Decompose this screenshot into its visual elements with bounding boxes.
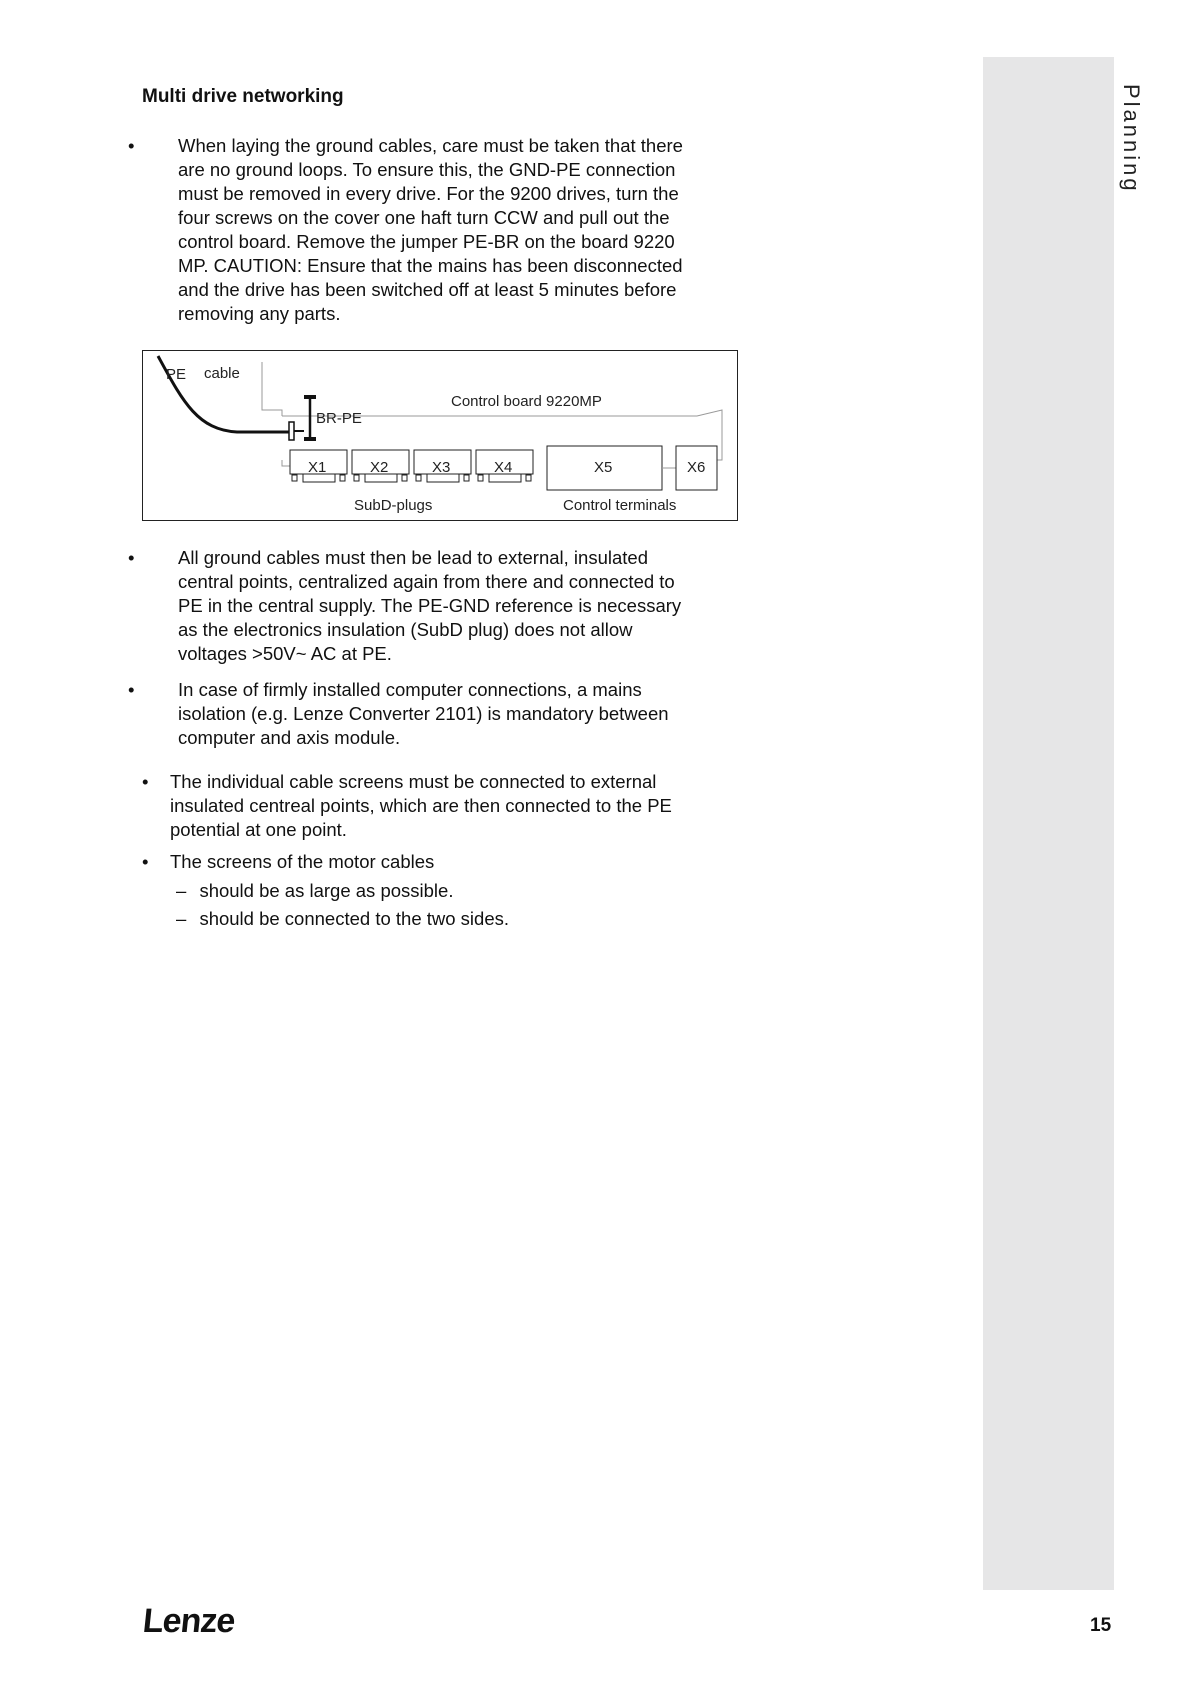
subd-x4 [476,450,533,482]
bullet-dot: • [128,135,135,156]
bullet-item [128,134,748,334]
subd-x2 [352,450,409,482]
x2-label: X2 [370,459,389,476]
bullet-dot: • [142,851,149,872]
dash-symbol: – [176,908,187,929]
bullet-dot: • [128,547,135,568]
x5-label: X5 [594,459,613,476]
cable-label: cable [204,365,240,382]
dash-symbol: – [176,880,187,901]
x3-label: X3 [432,459,451,476]
x4-label: X4 [494,459,513,476]
bullet-item [142,850,762,876]
x6-label: X6 [687,459,706,476]
bullet-dot: • [128,679,135,700]
bullet-text: When laying the ground cables, care must be taken that there are no ground loops. To ensure this, the GND-PE connection must be removed in every drive. For the 9200 drives, turn the four screws on the cover one haft turn CCW and pull out the control board. Remove the jumper PE-BR on the board 9220 MP. CAUTION: Ensure that the mains has been disconnected and the drive has been switched off at least 5 minutes before removing any parts. [178,135,683,324]
pe-label: PE [166,366,187,383]
subd-x1 [290,450,347,482]
bullet-text: In case of firmly installed computer connections, a mains isolation (e.g. Lenze Converter 2101) is mandatory between computer and axis module. [178,679,669,748]
bullet-item [128,546,748,668]
page-number: 15 [1090,1615,1112,1636]
bullet-text: All ground cables must then be lead to external, insulated central points, centralized again from there and connected to PE in the central supply. The PE-GND reference is necessary as the electronics insulation (SubD plug) does not allow voltages >50V~ AC at PE. [178,547,682,664]
bullet-text: The individual cable screens must be connected to external insulated centreal points, which are then connected to the PE potential at one point. [170,771,672,840]
board-label: Control board 9220MP [451,393,602,410]
bullet-item [142,770,762,844]
terminals-label: Control terminals [563,497,677,514]
sub-item [176,907,509,931]
sub-item [176,879,453,903]
sub-item-text: should be as large as possible. [199,880,454,901]
side-tab-title: Planning [1119,84,1144,194]
board-outline [262,362,282,416]
lenze-logo: Lenze [141,1602,237,1640]
subd-label: SubD-plugs [354,497,433,514]
x1-label: X1 [308,459,327,476]
bullet-dot: • [142,771,149,792]
bullet-item [128,678,748,752]
jumper-cap-bottom [304,437,316,441]
section-title: Multi drive networking [142,86,344,107]
subd-x3 [414,450,471,482]
pe-terminal [289,422,294,440]
jumper-cap-top [304,395,316,399]
side-tab-band [983,57,1114,1590]
br-pe-label: BR-PE [316,410,362,427]
control-board-diagram [142,350,738,521]
board-outline-left [282,460,290,466]
bullet-text: The screens of the motor cables [170,851,435,872]
sub-item-text: should be connected to the two sides. [199,908,510,929]
